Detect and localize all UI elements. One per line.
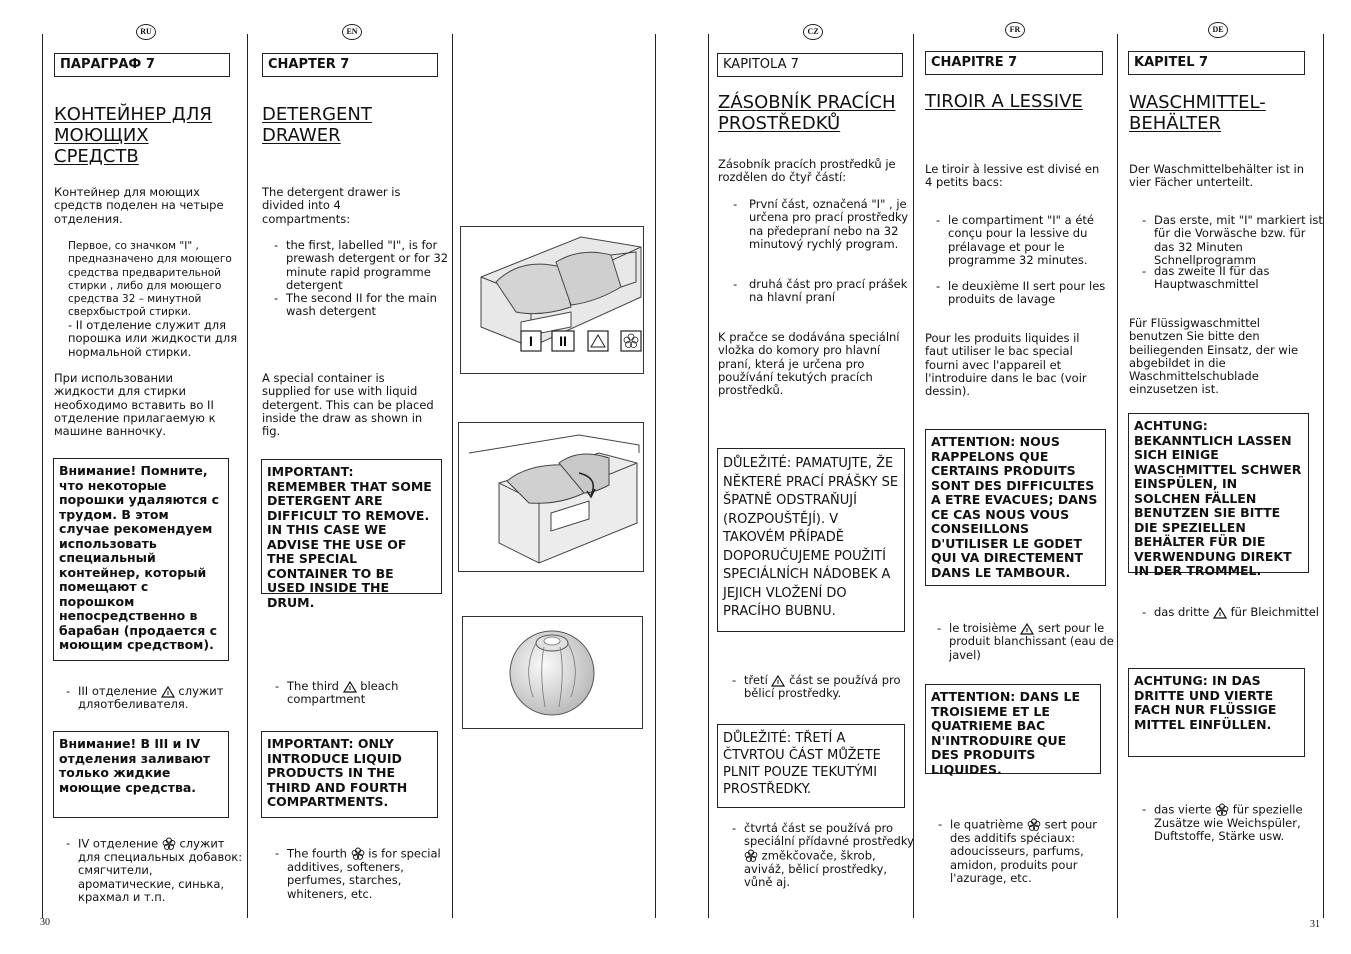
column-divider: [452, 34, 453, 918]
item3-label-fr: le troisième: [949, 621, 1017, 635]
section-title-ru: КОНТЕЙНЕР ДЛЯ МОЮЩИХ СРЕДСТВ: [54, 104, 212, 167]
figure-detergent-drawer: [460, 226, 644, 374]
item3-desc-cz: část se používá pro bělicí prostředky.: [744, 673, 901, 701]
column-divider: [1323, 34, 1324, 918]
item3-fr: - le troisième sert pour le produit blanchissant (eau de javel): [937, 621, 1114, 662]
warning-box-fr-1: ATTENTION: NOUS RAPPELONS QUE CERTAINS PRODUITS SONT DES DIFFICULTES A ETRE EVACUES; DANS CE CAS NOUS VOUS CONSEILLONS D'UTILISER LE GODET QUI VA DIRECTEMENT DANS LE TAMBOUR.: [925, 429, 1106, 586]
intro-fr: Le tiroir à lessive est divisé en 4 petits bacs:: [925, 162, 1100, 190]
item3-desc-de: für Bleichmittel: [1230, 605, 1319, 619]
item1-cz: - První část, označená "I" , je určena pro prací prostředky na předepraní nebo na 32 minutový rychlý program.: [733, 197, 909, 251]
intro-cz: Zásobník pracích prostředků je rozdělen do čtyř částí:: [718, 157, 896, 185]
column-divider: [247, 34, 248, 918]
page-number-left: 30: [40, 917, 50, 928]
warning-box-ru-2: Внимание! В III и IV отделения заливают только жидкие моющие средства.: [53, 731, 229, 818]
liquid-text-cz: K pračce se dodávána speciální vložka do komory pro hlavní praní, která je určena pro používání tekutých pracích prostředků.: [718, 330, 900, 398]
item1-text-fr: le compartiment "I" a été conçu pour la lessive du prélavage et pour le programme 32 minutes.: [948, 213, 1094, 267]
chapter-heading-ru: ПАРАГРАФ 7: [54, 53, 230, 77]
item3-desc-en: bleach compartment: [287, 679, 399, 707]
lang-badge-fr: FR: [1005, 22, 1025, 38]
liquid-text-en: A special container is supplied for use with liquid detergent. This can be placed inside the draw as shown in fig.: [262, 371, 434, 439]
flower-icon: [1027, 818, 1041, 832]
lang-badge-ru: RU: [136, 24, 156, 40]
item2-text-de: das zweite II für das Hauptwaschmittel: [1154, 264, 1270, 292]
chapter-heading-fr: CHAPITRE 7: [925, 51, 1103, 75]
item4-label-en: The fourth: [287, 846, 347, 861]
page-number-right: 31: [1310, 919, 1320, 930]
warning-box-de-2: ACHTUNG: IN DAS DRITTE UND VIERTE FACH NUR FLÜSSIGE MITTEL EINFÜLLEN.: [1128, 668, 1305, 757]
column-divider: [655, 34, 656, 918]
section-title-de: WASCHMITTEL-BEHÄLTER: [1129, 92, 1266, 134]
item3-ru: - III отделение служит дляотбеливателя.: [66, 684, 224, 712]
item3-label-ru: III отделение: [78, 684, 158, 698]
warning-box-en-1: IMPORTANT: REMEMBER THAT SOME DETERGENT ARE DIFFICULT TO REMOVE. IN THIS CASE WE ADVISE THE USE OF THE SPECIAL CONTAINER TO BE USED INSIDE THE DRUM.: [261, 459, 442, 594]
bleach-triangle-icon: [1020, 623, 1034, 635]
item2-cz: - druhá část pro prací prášek na hlavní praní: [733, 277, 908, 305]
item3-en: - The third bleach compartment: [275, 679, 399, 707]
lang-badge-en: EN: [342, 24, 362, 40]
item4-label-ru: IV отделение: [78, 836, 159, 851]
item4-desc-fr: sert pour des additifs spéciaux: adoucisseurs, parfums, amidon, produits pour l'azurage, etc.: [950, 817, 1097, 885]
chapter-heading-en: CHAPTER 7: [262, 53, 438, 77]
item2-fr: - le deuxième II sert pour les produits de lavage: [936, 279, 1106, 307]
item3-desc-ru: служит дляотбеливателя.: [78, 684, 224, 712]
dosing-ball-drawing: [463, 617, 642, 728]
item4-de: - das vierte für spezielle Zusätze wie Weichspüler, Duftstoffe, Stärke usw.: [1142, 802, 1303, 844]
bleach-triangle-icon: [343, 681, 357, 693]
item1-text-de: Das erste, mit "I" markiert ist für die Vorwäsche bzw. für das 32 Minuten Schnellprogramm: [1154, 213, 1323, 267]
chapter-heading-de: KAPITEL 7: [1128, 51, 1305, 75]
intro-ru: Контейнер для моющих средств поделен на четыре отделения.: [54, 185, 224, 226]
warning-box-ru-1: Внимание! Помните, что некоторые порошки удаляются с трудом. В этом случае рекомендуем использовать специальный контейнер, который помещают с порошком непосредственно в барабан (продается с моющим средством).: [53, 458, 229, 661]
bleach-triangle-icon: [1213, 607, 1227, 619]
liquid-insert-drawing: [459, 423, 643, 571]
item4-desc-cz: změkčovače, škrob, aviváž, bělicí prostředky, vůně aj.: [744, 848, 888, 889]
flower-icon: [744, 849, 758, 863]
column-divider: [1117, 34, 1118, 918]
item2-text-fr: le deuxième II sert pour les produits de lavage: [948, 279, 1106, 307]
item1-text-en: the first, labelled "I", is for prewash detergent or for 32 minute rapid programme detergent: [286, 238, 449, 292]
item4-label-fr: le quatrième: [950, 817, 1024, 832]
item4-desc-ru: служит для специальных добавок: смягчители, ароматические, синька, крахмал и т.п.: [78, 836, 243, 904]
warning-box-cz-1: DŮLEŽITÉ: PAMATUJTE, ŽE NĚKTERÉ PRACÍ PRÁŠKY SE ŠPATNĚ ODSTRAŇUJÍ (ROZPOUŠTĚJÍ). V TAKOVÉM PŘÍPADĚ DOPORUČUJEME POUŽITÍ SPECIÁLNÍCH NÁDOBEK A JEJICH VLOŽENÍ DO PRACÍHO BUBNU.: [717, 448, 905, 632]
item2-ru: - II отделение служит для порошка или жидкости для нормальной стирки.: [68, 318, 238, 359]
item1-en: - the first, labelled "I", is for prewash detergent or for 32 minute rapid programme detergent: [274, 238, 449, 292]
liquid-text-fr: Pour les produits liquides il faut utiliser le bac special fourni avec l'appareil et l'introduire dans le bac (voir dessin).: [925, 331, 1087, 399]
item2-text-cz: druhá část pro prací prášek na hlavní praní: [749, 277, 908, 305]
item4-en: - The fourth is for special additives, softeners, perfumes, starches, whiteners, etc.: [275, 846, 441, 901]
section-title-cz: ZÁSOBNÍK PRACÍCH PROSTŘEDKŮ: [718, 92, 896, 134]
item3-label-cz: třetí: [744, 673, 768, 687]
item3-cz: - třetí část se používá pro bělicí prostředky.: [732, 673, 901, 701]
lang-badge-cz: CZ: [803, 24, 823, 40]
section-title-en: DETERGENT DRAWER: [262, 104, 372, 146]
bleach-triangle-icon: [771, 675, 785, 687]
lang-badge-de: DE: [1208, 22, 1228, 38]
liquid-text-ru: При использовании жидкости для стирки необходимо вставить во II отделение прилагаемую к машине ванночку.: [54, 371, 216, 439]
item2-de: - das zweite II für das Hauptwaschmittel: [1142, 264, 1270, 292]
item4-fr: - le quatrième sert pour des additifs spéciaux: adoucisseurs, parfums, amidon, produits pour l'azurage, etc.: [938, 817, 1097, 885]
item4-desc-en: is for special additives, softeners, perfumes, starches, whiteners, etc.: [287, 846, 441, 901]
flower-icon: [162, 837, 176, 851]
intro-de: Der Waschmittelbehälter ist in vier Fächer unterteilt.: [1129, 162, 1304, 190]
section-title-fr: TIROIR A LESSIVE: [925, 91, 1083, 112]
column-divider: [708, 34, 709, 918]
item4-desc-de: für spezielle Zusätze wie Weichspüler, Duftstoffe, Stärke usw.: [1154, 802, 1303, 844]
column-divider: [913, 34, 914, 918]
item3-label-de: das dritte: [1154, 605, 1210, 619]
item2-text-en: The second II for the main wash detergent: [286, 291, 437, 319]
figure-dosing-ball: [462, 616, 643, 729]
warning-box-cz-2: DŮLEŽITÉ: TŘETÍ A ČTVRTOU ČÁST MŮŽETE PLNIT POUZE TEKUTÝMI PROSTŘEDKY.: [717, 724, 905, 808]
detergent-drawer-drawing: [461, 227, 643, 373]
item1-ru: Первое, со значком "I" , предназначено для моющего средства предварительной стирки , либо для моющего средства 32 – минутной сверхбыстрой стирки.: [68, 240, 232, 319]
warning-box-de-1: ACHTUNG: BEKANNTLICH LASSEN SICH EINIGE WASCHMITTEL SCHWER EINSPÜLEN, IN SOLCHEN FÄLLEN BENUTZEN SIE BITTE DIE SPEZIELLEN BEHÄLTER FÜR DIE VERWENDUNG DIREKT IN DER TROMMEL.: [1128, 413, 1309, 573]
figure-liquid-insert: [458, 422, 644, 572]
flower-icon: [1215, 803, 1229, 817]
item3-label-en: The third: [287, 679, 339, 693]
bleach-triangle-icon: [161, 686, 175, 698]
item4-ru: - IV отделение служит для специальных добавок: смягчители, ароматические, синька, крахмал и т.п.: [66, 836, 243, 904]
item3-desc-fr: sert pour le produit blanchissant (eau de javel): [949, 621, 1114, 662]
intro-en: The detergent drawer is divided into 4 compartments:: [262, 185, 401, 226]
item1-de: - Das erste, mit "I" markiert ist für die Vorwäsche bzw. für das 32 Minuten Schnellprogramm: [1142, 213, 1323, 267]
warning-box-en-2: IMPORTANT: ONLY INTRODUCE LIQUID PRODUCTS IN THE THIRD AND FOURTH COMPARTMENTS.: [261, 731, 438, 818]
warning-box-fr-2: ATTENTION: DANS LE TROISIEME ET LE QUATRIEME BAC N'INTRODUIRE QUE DES PRODUITS LIQUIDES.: [925, 684, 1101, 774]
item4-cz: - čtvrtá část se používá pro speciální přídavné prostředky změkčovače, škrob, aviváž, bělicí prostředky, vůně aj.: [732, 821, 914, 889]
chapter-heading-cz: KAPITOLA 7: [717, 53, 903, 77]
item1-fr: - le compartiment "I" a été conçu pour la lessive du prélavage et pour le programme 32 minutes.: [936, 213, 1094, 267]
item1-text-cz: První část, označená "I" , je určena pro prací prostředky na předepraní nebo na 32 minutový rychlý program.: [749, 197, 909, 251]
compartment-i-label: I: [529, 333, 533, 349]
column-divider: [42, 34, 43, 918]
item4-label-de: das vierte: [1154, 802, 1212, 817]
compartment-ii-label: II: [559, 333, 567, 349]
item2-en: - The second II for the main wash detergent: [274, 291, 437, 319]
item3-de: - das dritte für Bleichmittel: [1142, 605, 1319, 619]
flower-icon: [351, 847, 365, 861]
item4-label-cz: čtvrtá část se používá pro speciální přídavné prostředky: [744, 821, 914, 849]
liquid-text-de: Für Flüssigwaschmittel benutzen Sie bitte den beiliegenden Einsatz, der wie abgebildet in die Waschmittelschublade einzusetzen ist.: [1129, 316, 1299, 397]
